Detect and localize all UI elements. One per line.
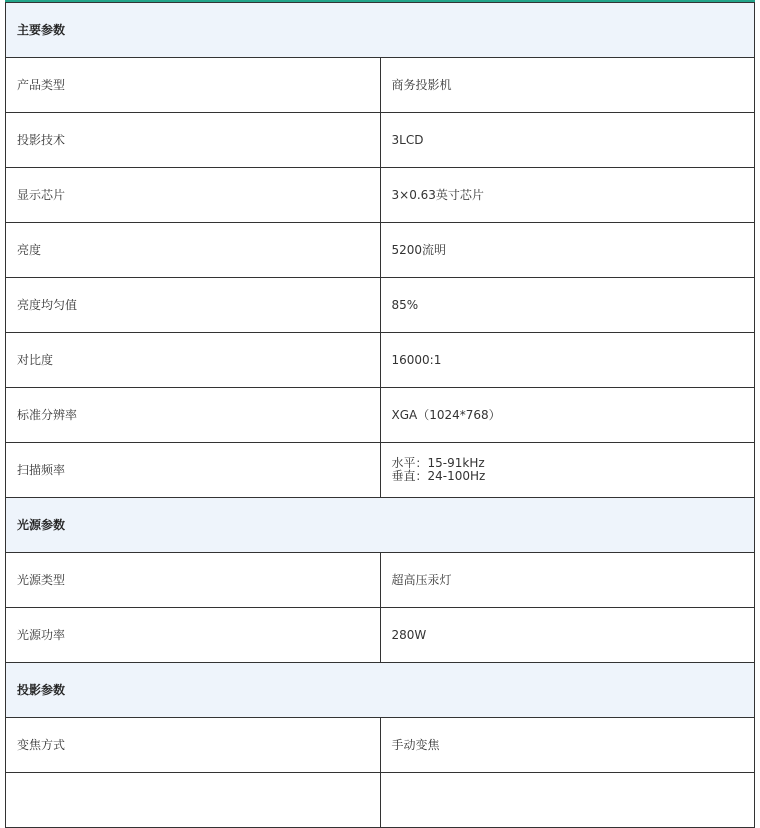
table-row (6, 443, 755, 498)
table-row (6, 718, 755, 773)
row-label: 显示芯片 (6, 168, 381, 223)
row-label: 扫描频率 (6, 443, 381, 498)
row-value: 16000:1 (380, 333, 755, 388)
row-label: 对比度 (6, 333, 381, 388)
table-row (6, 608, 755, 663)
table-row (6, 773, 755, 828)
row-value: XGA（1024*768） (380, 388, 755, 443)
row-value-multiline (380, 443, 755, 498)
row-value: 3LCD (380, 113, 755, 168)
row-label: 亮度 (6, 223, 381, 278)
scan-horizontal-value: 水平：15-91kHz (391, 456, 485, 470)
section-title: 主要参数 (6, 3, 755, 58)
section-header-light-source (6, 498, 755, 553)
row-value: 85% (380, 278, 755, 333)
row-label: 亮度均匀值 (6, 278, 381, 333)
spec-table (5, 2, 755, 828)
scan-vertical-value: 垂直：24-100Hz (391, 469, 486, 483)
row-label: 变焦方式 (6, 718, 381, 773)
row-value: 5200流明 (380, 223, 755, 278)
row-value: 商务投影机 (380, 58, 755, 113)
section-title: 光源参数 (6, 498, 755, 553)
table-row (6, 388, 755, 443)
row-value: 280W (380, 608, 755, 663)
section-header-main (6, 3, 755, 58)
table-row (6, 58, 755, 113)
table-row (6, 168, 755, 223)
table-row (6, 278, 755, 333)
row-label: 标准分辨率 (6, 388, 381, 443)
row-value: 3×0.63英寸芯片 (380, 168, 755, 223)
row-value (380, 773, 755, 828)
row-label: 光源类型 (6, 553, 381, 608)
table-row (6, 333, 755, 388)
row-value: 超高压汞灯 (380, 553, 755, 608)
row-label (6, 773, 381, 828)
row-value: 手动变焦 (380, 718, 755, 773)
table-row (6, 223, 755, 278)
section-title: 投影参数 (6, 663, 755, 718)
row-label: 产品类型 (6, 58, 381, 113)
row-label: 投影技术 (6, 113, 381, 168)
table-row (6, 553, 755, 608)
row-label: 光源功率 (6, 608, 381, 663)
table-row (6, 113, 755, 168)
section-header-projection (6, 663, 755, 718)
